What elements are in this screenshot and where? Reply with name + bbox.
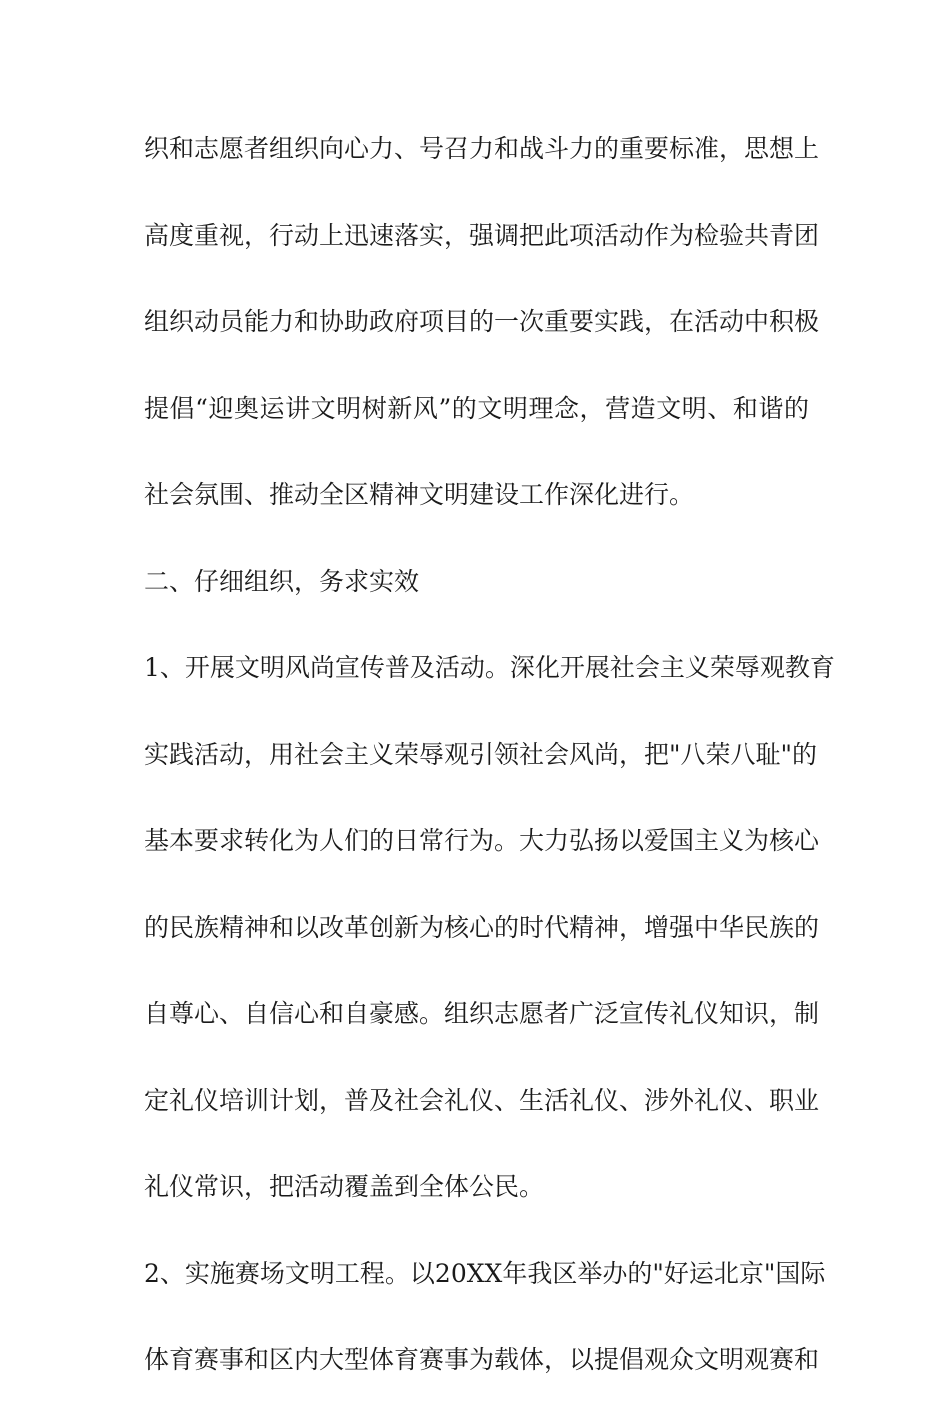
document-body	[144, 130, 835, 1428]
text-line: 提倡“迎奥运讲文明树新风”的文明理念，营造文明、和谐的	[144, 393, 809, 423]
text-line: 的民族精神和以改革创新为核心的时代精神，增强中华民族的	[144, 912, 820, 942]
text-line: 礼仪常识，把活动覆盖到全体公民。	[144, 1172, 545, 1201]
text-line: 实践活动，用社会主义荣辱观引领社会风尚，把"八荣八耻"的	[144, 739, 818, 769]
text-line: 2、实施赛场文明工程。以20XX年我区举办的"好运北京"国际	[144, 1258, 826, 1288]
text-line: 社会氛围、推动全区精神文明建设工作深化进行。	[144, 480, 695, 509]
text-line: 定礼仪培训计划，普及社会礼仪、生活礼仪、涉外礼仪、职业	[144, 1085, 820, 1115]
text-line: 体育赛事和区内大型体育赛事为载体，以提倡观众文明观赛和	[144, 1345, 820, 1374]
text-line: 织和志愿者组织向心力、号召力和战斗力的重要标准，思想上	[144, 134, 820, 163]
section-heading: 二、仔细组织，务求实效	[144, 566, 420, 596]
text-line: 1、开展文明风尚宣传普及活动。深化开展社会主义荣辱观教育	[144, 653, 835, 682]
text-line: 自尊心、自信心和自豪感。组织志愿者广泛宣传礼仪知识，制	[144, 999, 820, 1028]
text-line: 高度重视，行动上迅速落实，强调把此项活动作为检验共青团	[144, 220, 820, 250]
text-line: 组织动员能力和协助政府项目的一次重要实践，在活动中积极	[144, 307, 820, 336]
text-line: 基本要求转化为人们的日常行为。大力弘扬以爱国主义为核心	[144, 826, 820, 855]
